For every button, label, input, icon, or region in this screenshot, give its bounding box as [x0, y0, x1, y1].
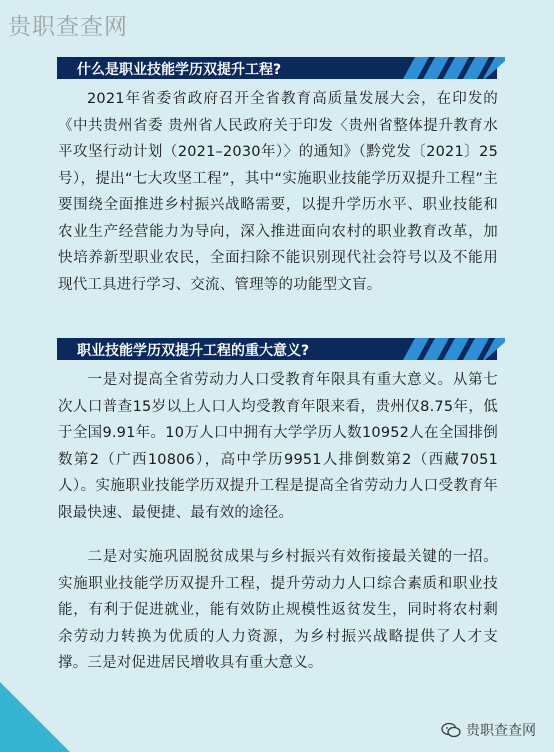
- section-heading-bar: [57, 338, 497, 360]
- paragraph-text: 2021年省委省政府召开全省教育高质量发展大会，在印发的《中共贵州省委 贵州省人民政府关于印发〈贵州省整体提升教育水平攻坚行动计划（2021–2030年）〉的通知》（黔党发〔2021〕25号），提出“七大攻坚工程”，其中“实施职业技能学历双提升工程”主要围绕全面推进乡村振兴战略需要，以提升学历水平、职业技能和农业生产经营能力为导向，深入推进面向农村的职业教育改革，加快培养新型职业农民，全面扫除不能识别现代社会符号以及不能用现代工具进行学习、交流、管理等的功能型文盲。: [58, 91, 498, 293]
- footer-text: 贵职查查网: [466, 723, 536, 739]
- watermark: 贵职查查网: [8, 14, 128, 40]
- section-heading-bar: [57, 57, 497, 79]
- paragraph-text: 二是对实施巩固脱贫成果与乡村振兴有效衔接最关键的一招。实施职业技能学历双提升工程，提升劳动力人口综合素质和职业技能，有利于促进就业，能有效防止规模性返贫发生，同时将农村剩余劳动力转换为优质的人力资源，为乡村振兴战略提供了人才支撑。三是对促进居民增收具有重大意义。: [58, 549, 498, 671]
- corner-triangle-decoration: [0, 662, 90, 752]
- footer-source: [441, 720, 536, 740]
- wechat-icon: [441, 722, 461, 738]
- section-paragraph: [58, 86, 498, 298]
- section-title: 职业技能学历双提升工程的重大意义?: [77, 343, 310, 359]
- stripe-decoration-icon: [395, 57, 505, 79]
- paragraph-text: 一是对提高全省劳动力人口受教育年限具有重大意义。从第七次人口普查15岁以上人口人均受教育年限来看，贵州仅8.75年，低于全国9.91年。10万人口中拥有大学学历人数10952人在全国排倒数第2（广西10806），高中学历9951人排倒数第2（西藏7051人）。实施职业技能学历双提升工程是提高全省劳动力人口受教育年限最快速、最便捷、最有效的途径。: [58, 372, 498, 521]
- section-paragraph: [58, 544, 498, 677]
- stripe-decoration-icon: [395, 338, 505, 360]
- section-paragraph: [58, 367, 498, 526]
- section-title: 什么是职业技能学历双提升工程?: [77, 62, 282, 78]
